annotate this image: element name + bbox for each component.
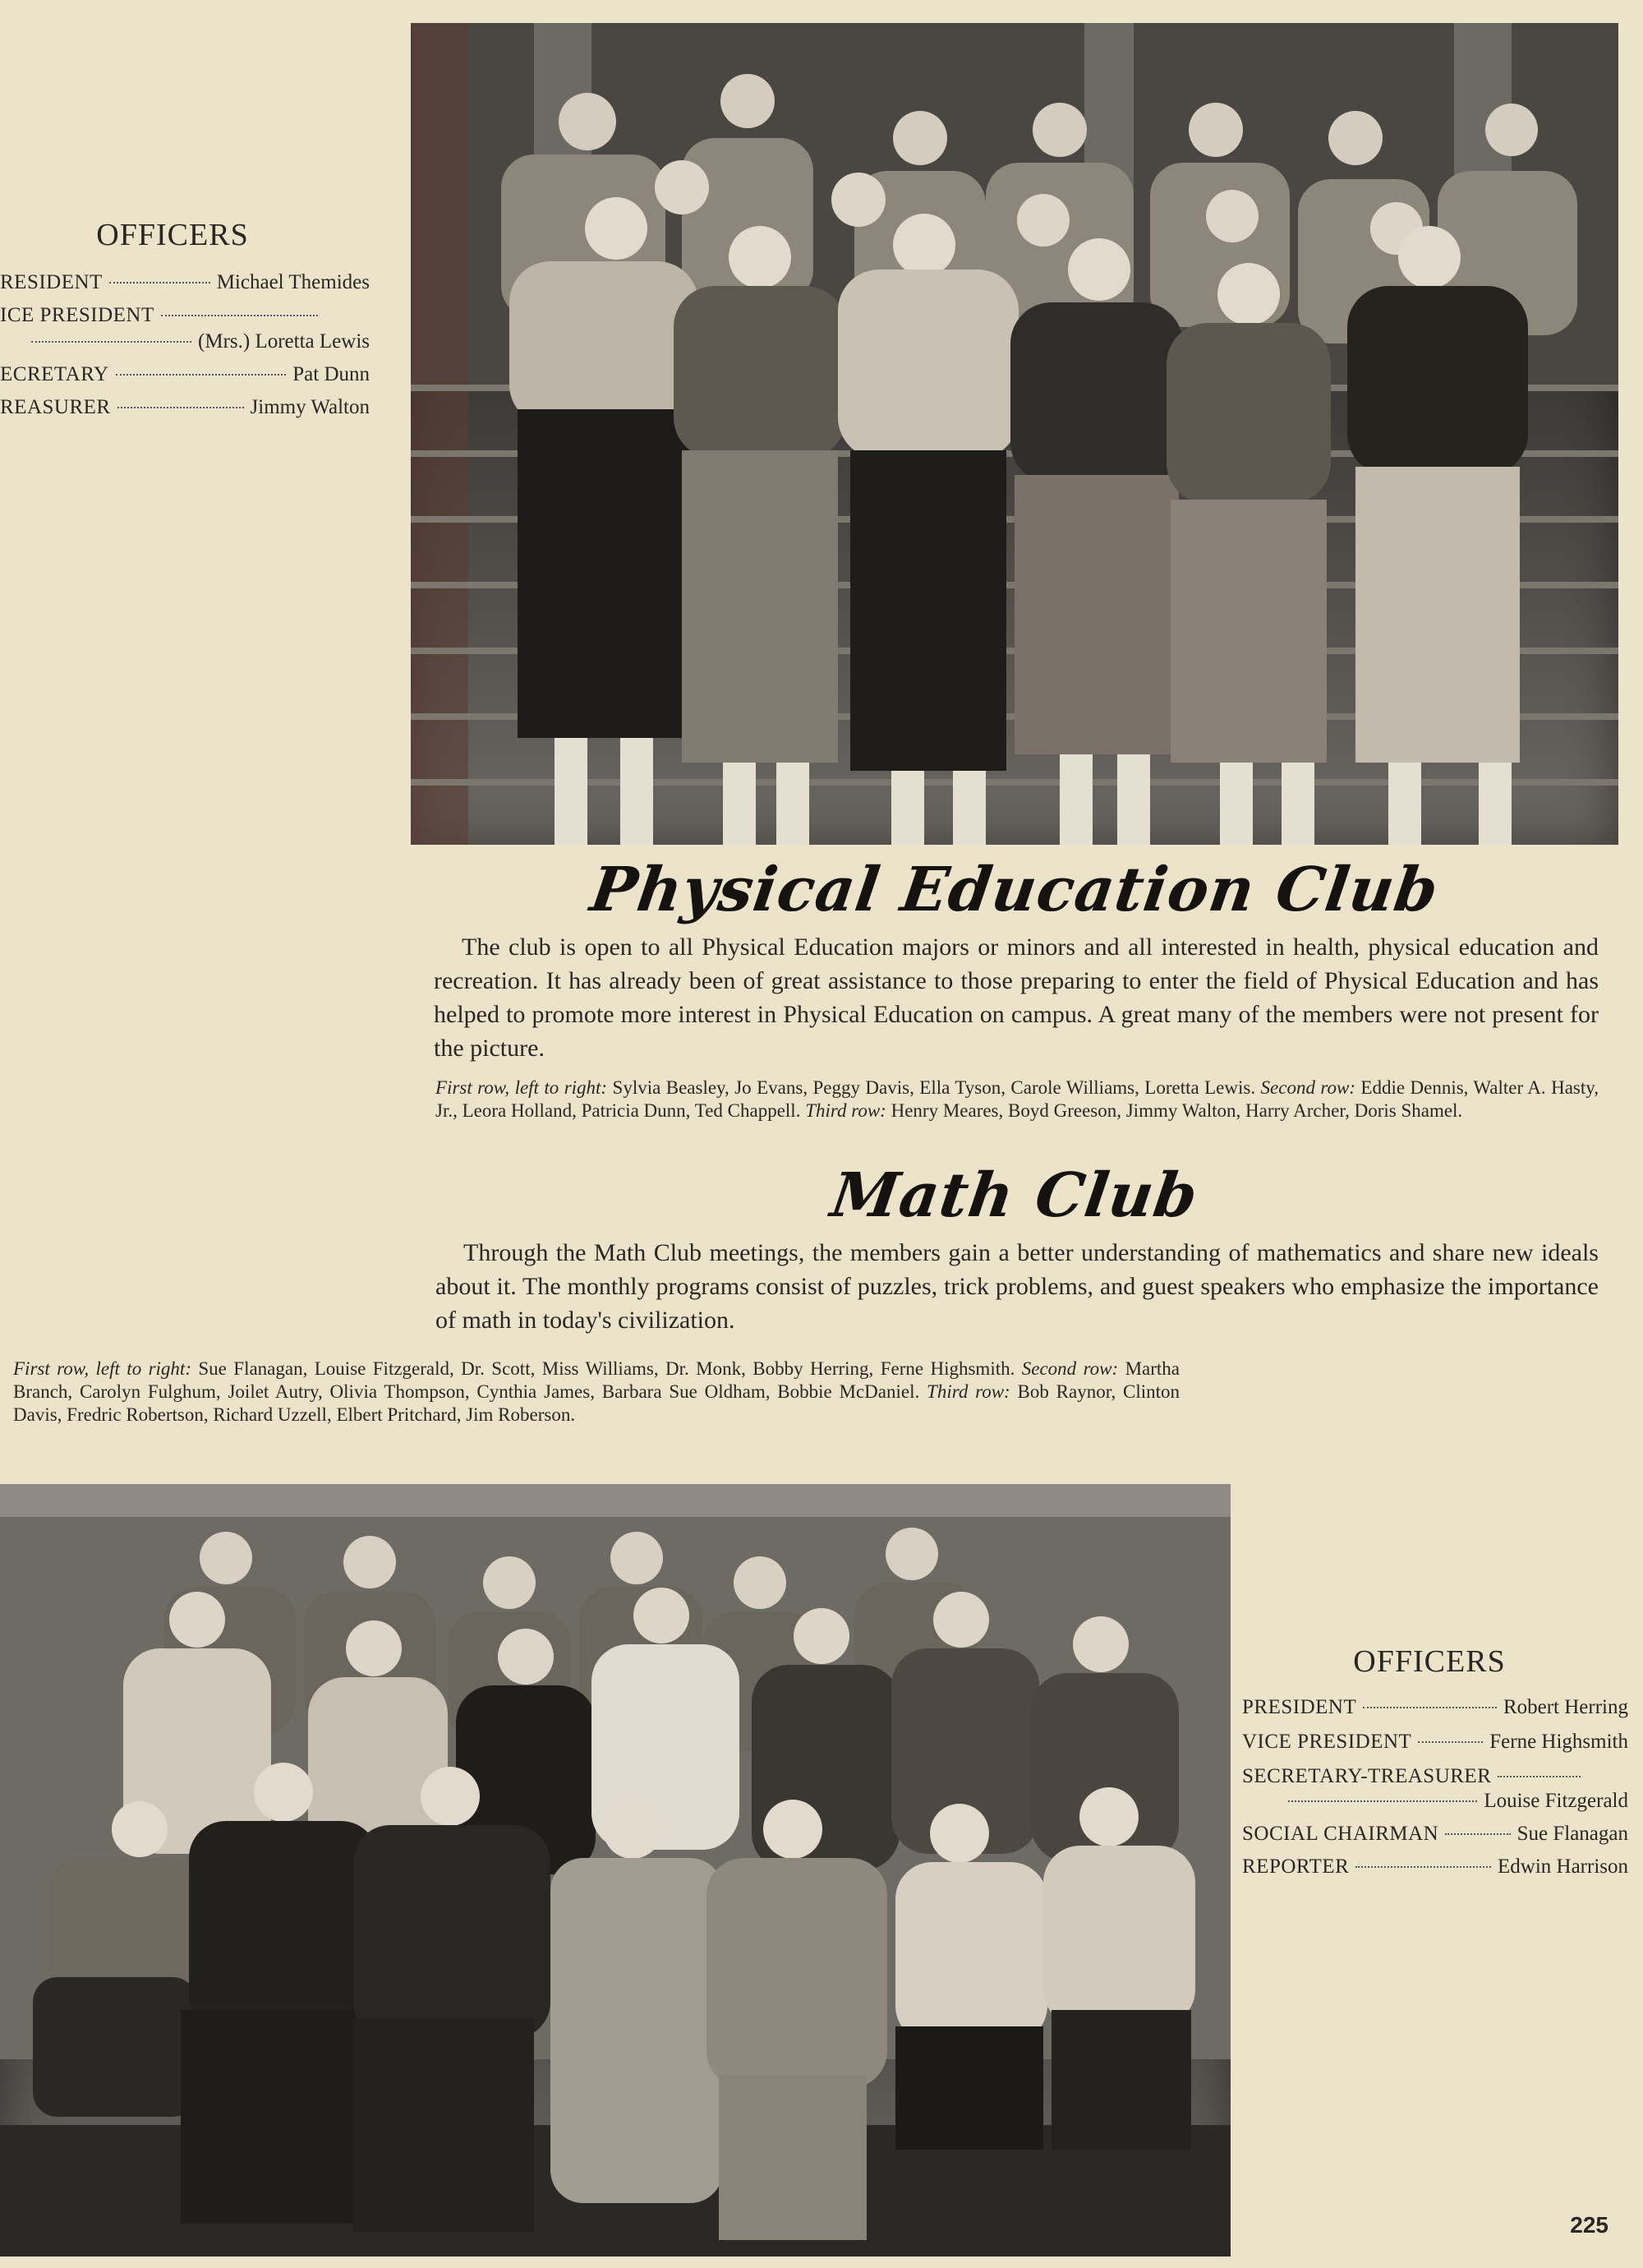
leader-dots [1498, 1776, 1581, 1777]
caption-names: Martha Branch, Carolyn Fulghum, Joilet Autry, Olivia Thompson, Cynthia James, Barbara Sue Oldham, Bobbie McDaniel. [13, 1358, 1180, 1402]
officer-role: VICE PRESIDENT [1242, 1731, 1412, 1753]
officer-role: REPORTER [1242, 1855, 1350, 1878]
officer-name: Robert Herring [1503, 1696, 1628, 1718]
pe-club-caption [435, 1076, 1599, 1122]
caption-names: Sue Flanagan, Louise Fitzgerald, Dr. Scott, Miss Williams, Dr. Monk, Bobby Herring, Ferne Highsmith. [198, 1358, 1015, 1379]
math-club-caption [13, 1358, 1180, 1427]
pe-photo-figures [411, 23, 1618, 845]
leader-dots [1288, 1800, 1477, 1802]
leader-dots [1418, 1741, 1483, 1743]
officer-name: (Mrs.) Loretta Lewis [198, 330, 370, 353]
leader-dots [31, 341, 191, 343]
math-club-description: Through the Math Club meetings, the members gain a better understanding of mathematics and share new ideals about it. The monthly programs consist of puzzles, trick problems, and guest speakers who emphasize the importance of math in today's civilization. [435, 1239, 1599, 1334]
officer-role: REASURER [0, 396, 111, 418]
pe-club-title: Physical Education Club [586, 855, 1443, 925]
pe-officer-row [0, 304, 324, 327]
pe-officer-row [0, 396, 370, 419]
officer-name: Sue Flanagan [1516, 1823, 1628, 1845]
pe-officer-row [0, 271, 370, 294]
caption-label: First row, left to right: [13, 1358, 191, 1379]
pe-club-description: The club is open to all Physical Education majors or minors and all interested in health, physical education and recreation. It has already been of great assistance to those preparing to enter the field of Physical Education and has helped to promote more interest in Physical Education on campus. A great many of the members were not present for the picture. [434, 933, 1599, 1062]
officer-role: RESIDENT [0, 271, 103, 293]
math-officer-row [1242, 1823, 1628, 1846]
leader-dots [109, 282, 210, 284]
officer-name: Louise Fitzgerald [1484, 1790, 1628, 1812]
pe-officer-row [25, 330, 370, 353]
caption-names: Eddie Dennis, Walter A. Hasty, Jr., Leora Holland, Patricia Dunn, Ted Chappell. [435, 1077, 1599, 1121]
math-photo-figures [0, 1484, 1231, 2256]
math-officer-row [1242, 1696, 1628, 1719]
officer-name: Michael Themides [216, 271, 370, 293]
leader-dots [116, 374, 287, 376]
officer-role: SOCIAL CHAIRMAN [1242, 1823, 1439, 1845]
officer-role: ECRETARY [0, 363, 109, 385]
officer-role: ICE PRESIDENT [0, 304, 154, 326]
caption-names: Henry Meares, Boyd Greeson, Jimmy Walton, Harry Archer, Doris Shamel. [891, 1100, 1463, 1121]
caption-label: First row, left to right: [435, 1077, 608, 1098]
leader-dots [117, 407, 244, 408]
math-officers-title: OFFICERS [1353, 1644, 1506, 1679]
pe-club-photo [411, 23, 1618, 845]
officer-role: PRESIDENT [1242, 1696, 1357, 1718]
officer-name: Pat Dunn [292, 363, 370, 385]
math-club-photo [0, 1484, 1231, 2256]
caption-names: Bob Raynor, Clinton Davis, Fredric Robertson, Richard Uzzell, Elbert Pritchard, Jim Roberson. [13, 1381, 1180, 1425]
caption-label: Third row: [927, 1381, 1010, 1402]
leader-dots [1355, 1866, 1491, 1868]
officer-name: Ferne Highsmith [1489, 1731, 1628, 1753]
officer-name: Jimmy Walton [250, 396, 370, 418]
math-officer-row [1242, 1855, 1628, 1878]
leader-dots [1363, 1707, 1497, 1708]
caption-label: Second row: [1260, 1077, 1355, 1098]
officer-name: Edwin Harrison [1498, 1855, 1628, 1878]
math-officer-row [1282, 1790, 1628, 1813]
math-officer-row [1242, 1731, 1628, 1754]
officer-role: SECRETARY-TREASURER [1242, 1765, 1492, 1787]
math-club-title: Math Club [826, 1160, 1203, 1231]
leader-dots [161, 315, 318, 316]
pe-officer-row [0, 363, 370, 386]
math-officer-row [1242, 1765, 1587, 1788]
leader-dots [1445, 1833, 1510, 1835]
caption-label: Second row: [1021, 1358, 1119, 1379]
caption-label: Third row: [805, 1100, 886, 1121]
pe-officers-title: OFFICERS [96, 218, 249, 252]
caption-names: Sylvia Beasley, Jo Evans, Peggy Davis, Ella Tyson, Carole Williams, Loretta Lewis. [612, 1077, 1256, 1098]
page-number: 225 [1570, 2212, 1608, 2238]
